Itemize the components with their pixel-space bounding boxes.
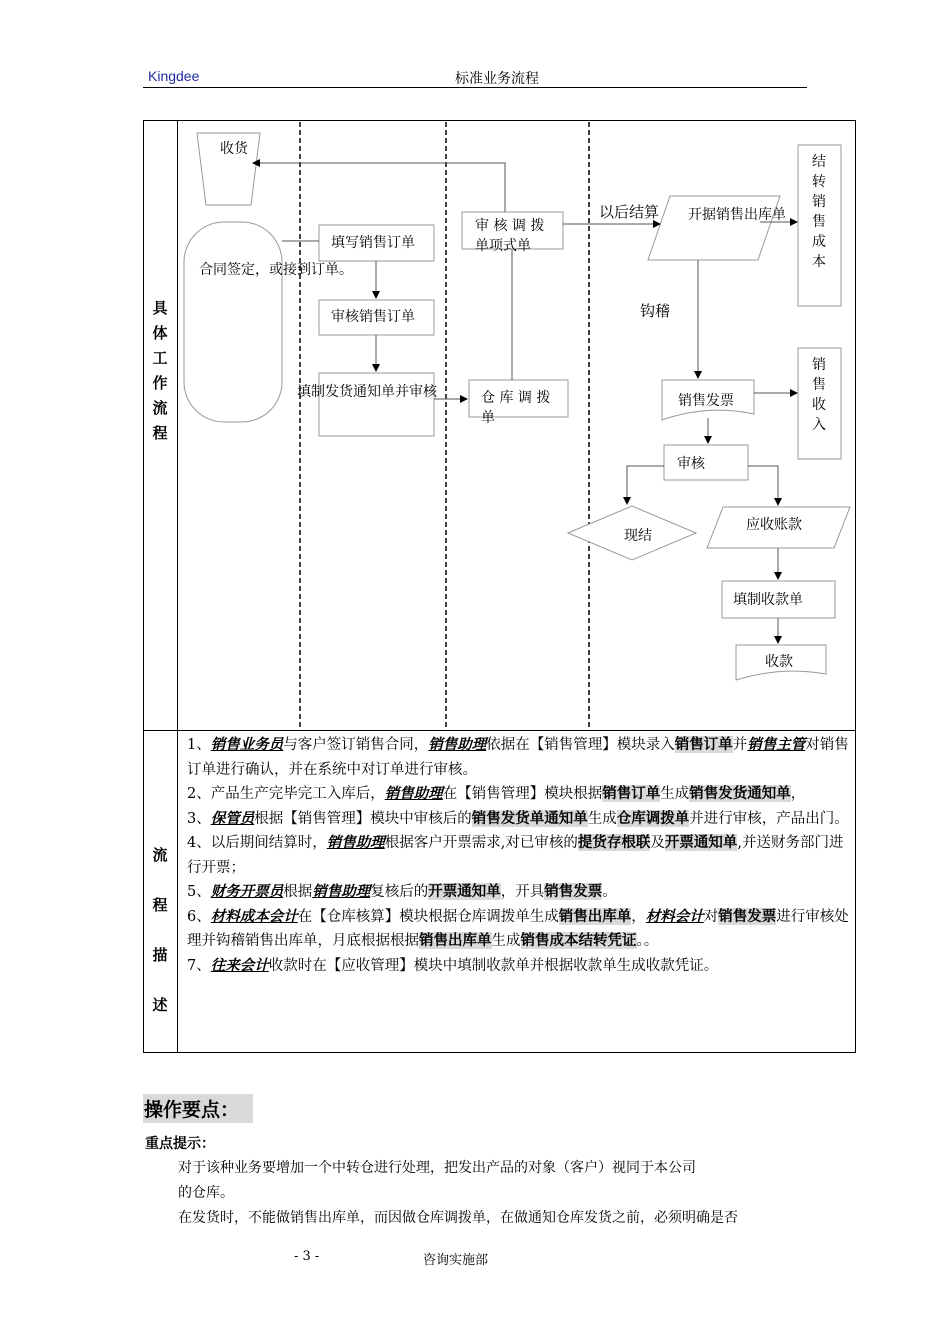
description-text: 并 [732, 737, 748, 753]
para1-line2: 的仓库。 [178, 1185, 234, 1201]
fill-order-label: 填写销售订单 [331, 235, 415, 251]
description-item [187, 782, 851, 807]
description-text: ， [631, 908, 646, 925]
role-name: 销售助理 [428, 736, 487, 753]
document-name: 销售发货通知单 [689, 785, 791, 802]
role-name: 往来会计 [210, 956, 269, 974]
document-name: 销售出库单 [419, 932, 492, 949]
description-text: 进行审核处理并钩稽销售出库单，月底根据根据 [187, 908, 849, 949]
description-text: ，开具 [500, 884, 545, 900]
description-text: 4、以后期间结算时， [187, 835, 327, 851]
fill-notice-label: 填制发货通知单并审核 [297, 384, 437, 400]
description-text: 根据客户开票需求,对已审核的 [384, 835, 578, 851]
sales-invoice-label: 销售发票 [678, 393, 734, 409]
document-name: 销售出库单 [558, 907, 632, 925]
role-name: 销售助理 [312, 883, 371, 900]
role-name: 销售助理 [384, 785, 443, 802]
cash-settle-label: 现结 [624, 528, 652, 544]
receipt-label: 收款 [765, 654, 793, 670]
description-text: 与客户签订销售合同， [283, 737, 429, 753]
description-text: 在【仓库核算】模块根据仓库调拨单生成 [297, 908, 559, 925]
description-text: 在【销售管理】模块根据 [442, 786, 603, 802]
process-description [187, 733, 851, 978]
description-text: 生成 [491, 933, 521, 949]
description-text: 根据 [283, 884, 313, 900]
description-text: 2、产品生产完毕完工入库后， [187, 786, 385, 802]
row-label-flow: 具 体 工 作 流 程 [152, 299, 168, 442]
document-name: 销售订单 [602, 785, 661, 802]
receivable-label: 应收账款 [746, 517, 802, 533]
description-item [187, 905, 851, 954]
audit-order-label: 审核销售订单 [331, 309, 415, 325]
contract-label: 合同签定，或接到订单。 [199, 262, 353, 278]
description-text: 6、 [187, 908, 211, 925]
document-name: 销售订单 [674, 736, 733, 753]
description-text: 复核后的 [370, 884, 429, 900]
description-item [187, 954, 851, 979]
description-text: ， [790, 786, 806, 802]
description-text: 根据【销售管理】模块中审核后的 [254, 810, 472, 827]
description-text: 5、 [187, 884, 211, 900]
description-text: 。 [602, 884, 617, 900]
description-text: 收款时在【应收管理】模块中填制收款单并根据收款单生成收款凭证。 [268, 957, 719, 974]
check-mark-label: 钩稽 [640, 302, 671, 320]
contract-shape [184, 222, 282, 422]
description-item [187, 733, 851, 782]
document-name: 开票通知单 [664, 834, 738, 851]
header-title: 标准业务流程 [455, 71, 539, 87]
document-name: 销售发货单通知单 [471, 809, 588, 827]
description-text: 及 [650, 835, 665, 851]
description-text: ,并送财务部门进行开票； [187, 835, 844, 876]
description-text: 对销售订单进行确认，并在系统中对订单进行审核。 [187, 737, 849, 778]
role-name: 销售助理 [326, 834, 385, 851]
description-text: 3、 [187, 810, 211, 827]
description-text: 1、 [187, 737, 211, 753]
description-text: 生成 [587, 810, 617, 827]
description-item [187, 807, 851, 832]
description-item [187, 880, 851, 905]
description-text: 对 [703, 908, 719, 925]
description-text: 。。 [636, 933, 659, 949]
description-text: 并进行审核，产品出门。 [689, 810, 849, 827]
role-name: 材料会计 [645, 907, 704, 925]
footer-dept: 咨询实施部 [423, 1253, 489, 1268]
description-text: 生成 [660, 786, 690, 802]
header-brand: Kingdee [148, 68, 200, 84]
fill-receipt-label: 填制收款单 [733, 592, 803, 608]
document-name: 销售发票 [544, 883, 603, 900]
role-name: 财务开票员 [210, 883, 284, 900]
para1-line1: 对于该种业务要增加一个中转仓进行处理，把发出产品的对象（客户）视同于本公司 [178, 1160, 696, 1176]
document-name: 销售成本结转凭证 [520, 932, 637, 949]
role-name: 销售主管 [747, 736, 806, 753]
audit-transfer-label: 审 核 调 拨 单项式单 [475, 218, 545, 254]
role-name: 材料成本会计 [210, 907, 298, 925]
description-item [187, 831, 851, 880]
row-label-desc: 流 程 描 述 [152, 846, 168, 1014]
audit-label: 审核 [677, 456, 705, 472]
role-name: 保管员 [210, 809, 255, 827]
description-text: 依据在【销售管理】模块录入 [486, 737, 675, 753]
warehouse-transfer-label: 仓 库 调 拨 单 [481, 390, 551, 426]
section-title: 操作要点： [143, 1094, 253, 1123]
later-settle-label: 以后结算 [599, 203, 660, 221]
issue-outbound-label: 开据销售出库单 [688, 207, 786, 223]
role-name: 销售业务员 [210, 736, 284, 753]
description-text: 7、 [187, 957, 211, 974]
para2: 在发货时，不能做销售出库单，而因做仓库调拨单，在做通知仓库发货之前，必须明确是否 [178, 1210, 738, 1226]
sales-revenue-label: 销售收入 [812, 357, 826, 433]
document-name: 开票通知单 [428, 883, 501, 900]
document-name: 提货存根联 [577, 834, 651, 851]
carry-cost-label: 结转销售成本 [812, 154, 826, 270]
document-name: 销售发票 [718, 907, 777, 925]
document-name: 仓库调拨单 [616, 809, 690, 827]
section-subtitle: 重点提示： [145, 1136, 215, 1152]
page-number: - 3 - [294, 1249, 320, 1264]
receive-label: 收货 [220, 141, 248, 157]
